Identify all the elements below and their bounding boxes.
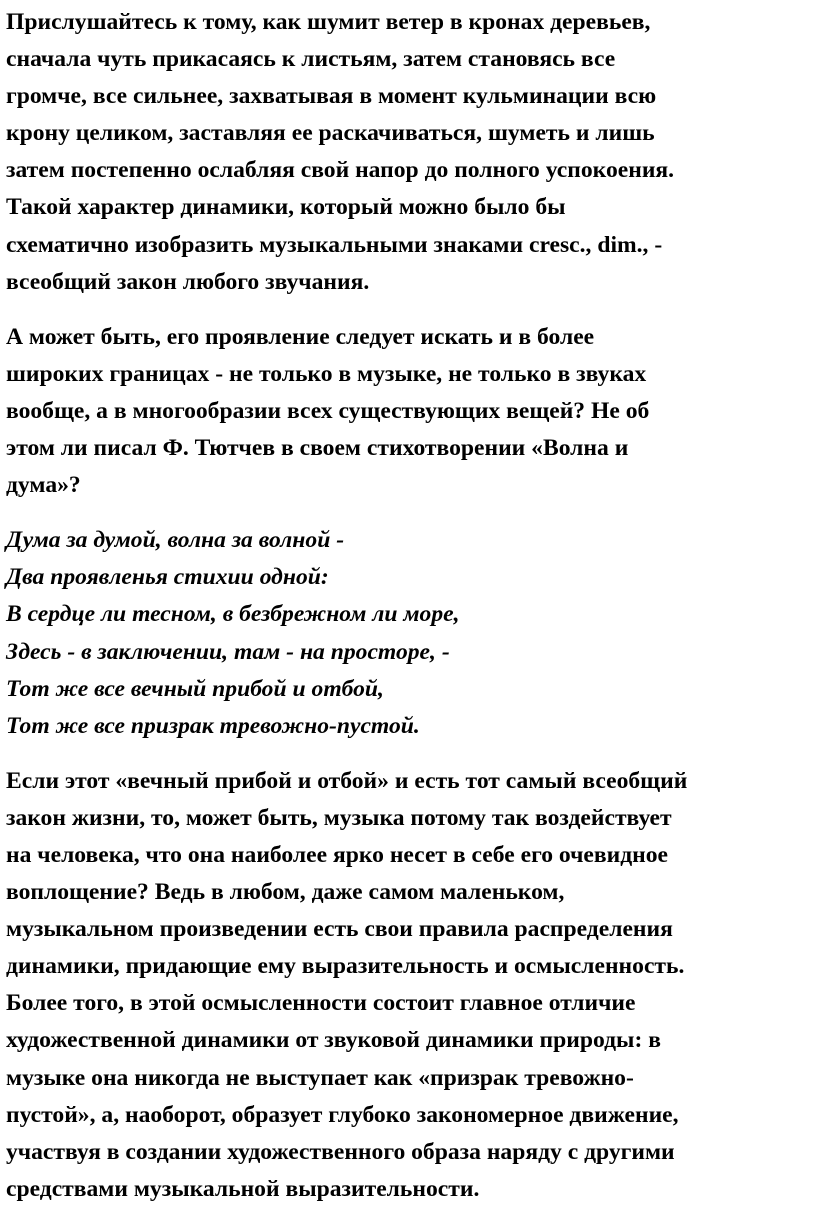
text-line: музыкальном произведении есть свои правила распределения [6,916,673,943]
text-line: художественной динамики от звуковой динамики природы: в [6,1027,661,1054]
text-line: сначала чуть прикасаясь к листьям, затем становясь все [6,46,616,73]
paragraph-wind-dynamics [6,4,812,301]
poem-line: В сердце ли тесном, в безбрежном ли море, [6,601,460,628]
poem-quote [6,522,812,745]
text-line: средствами музыкальной выразительности. [6,1175,480,1202]
text-line: закон жизни, то, может быть, музыка потому так воздействует [6,804,672,831]
poem-line: Тот же все призрак тревожно-пустой. [6,712,420,739]
poem-line: Здесь - в заключении, там - на просторе, - [6,638,450,665]
text-line: Прислушайтесь к тому, как шумит ветер в кронах деревьев, [6,9,651,35]
poem-line: Тот же все вечный прибой и отбой, [6,675,384,702]
text-line: громче, все сильнее, захватывая в момент кульминации всю [6,83,657,110]
text-line: музыке она никогда не выступает как «призрак тревожно- [6,1064,634,1091]
text-line: участвуя в создании художественного образа наряду с другими [6,1138,675,1165]
document-page [6,4,812,1226]
text-line: динамики, придающие ему выразительность и осмысленность. [6,953,685,980]
text-line: широких границах - не только в музыке, не только в звуках [6,360,647,387]
poem-line: Дума за думой, волна за волной - [6,527,345,554]
text-line: схематично изобразить музыкальными знаками cresc., dim., - [6,231,663,258]
text-line: Более того, в этой осмысленности состоит главное отличие [6,990,636,1017]
paragraph-music-dynamics [6,763,812,1208]
text-line: на человека, что она наиболее ярко несет в себе его очевидное [6,841,669,868]
text-line: А может быть, его проявление следует искать и в более [6,323,595,350]
text-line: воплощение? Ведь в любом, даже самом маленьком, [6,879,565,906]
text-line: крону целиком, заставляя ее раскачиваться, шуметь и лишь [6,120,655,147]
text-line: всеобщий закон любого звучания. [6,268,370,295]
paragraph-tyutchev-question [6,319,812,504]
text-line: затем постепенно ослабляя свой напор до полного успокоения. [6,157,675,184]
text-line: вообще, а в многообразии всех существующих вещей? Не об [6,397,650,424]
poem-line: Два проявленья стихии одной: [6,564,329,591]
text-line: дума»? [6,472,81,499]
text-line: пустой», а, наоборот, образует глубоко закономерное движение, [6,1101,679,1128]
text-line: Если этот «вечный прибой и отбой» и есть тот самый всеобщий [6,767,688,794]
text-line: Такой характер динамики, который можно было бы [6,194,566,221]
text-line: этом ли писал Ф. Тютчев в своем стихотворении «Волна и [6,435,629,462]
